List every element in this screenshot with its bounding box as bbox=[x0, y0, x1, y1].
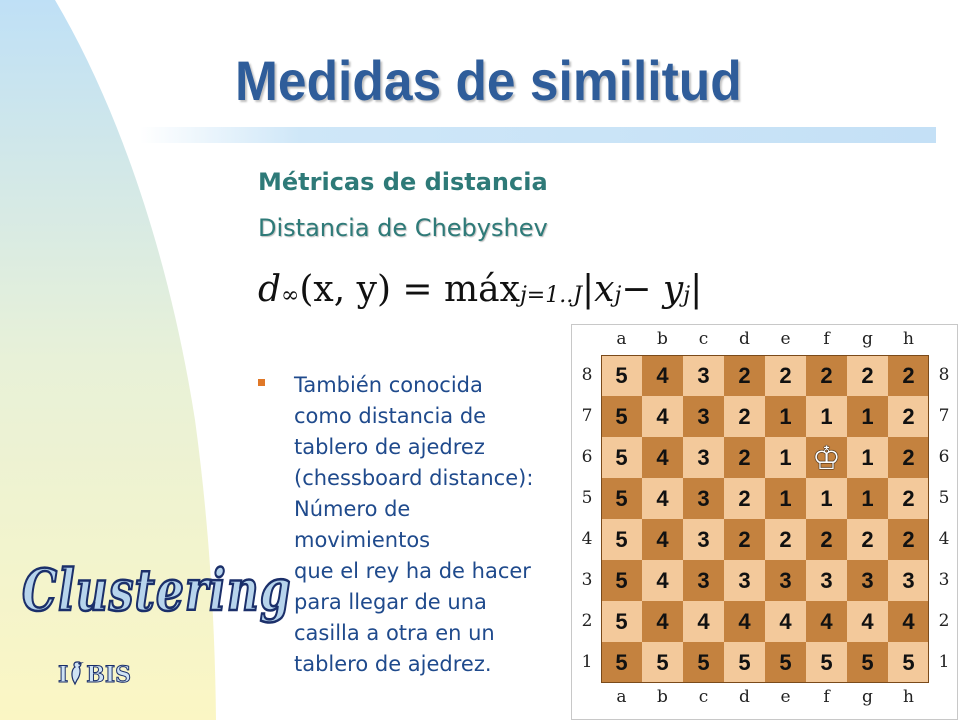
chessboard-square-c6: 3 bbox=[683, 437, 724, 478]
bird-icon bbox=[68, 660, 86, 686]
chessboard-square-c3: 3 bbox=[683, 560, 724, 601]
bullet-line: movimientos bbox=[294, 528, 431, 552]
chessboard-square-d4: 2 bbox=[724, 519, 765, 560]
file-label-d: d bbox=[739, 329, 750, 349]
chessboard-square-h8: 2 bbox=[888, 355, 929, 396]
formula-rhs-sub1: j bbox=[614, 282, 622, 308]
chessboard-square-h6: 2 bbox=[888, 437, 929, 478]
chessboard-square-e2: 4 bbox=[765, 601, 806, 642]
chessboard-square-b8: 4 bbox=[642, 355, 683, 396]
chessboard-square-f4: 2 bbox=[806, 519, 847, 560]
file-label-a: a bbox=[616, 687, 627, 707]
bullet-text bbox=[294, 370, 564, 680]
file-label-e: e bbox=[780, 687, 791, 707]
rank-label-7: 7 bbox=[938, 406, 950, 426]
chessboard-square-f2: 4 bbox=[806, 601, 847, 642]
formula-max-sub: j=1..J bbox=[519, 282, 583, 308]
chessboard-square-e5: 1 bbox=[765, 478, 806, 519]
file-label-c: c bbox=[698, 687, 709, 707]
bullet-line: casilla a otra en un bbox=[294, 621, 495, 645]
white-king-icon: ♔ bbox=[812, 438, 841, 477]
file-label-d: d bbox=[739, 687, 750, 707]
chessboard-square-f7: 1 bbox=[806, 396, 847, 437]
section-heading: Distancia de Chebyshev bbox=[258, 214, 548, 242]
brand-bis: BIS bbox=[86, 662, 132, 688]
file-label-f: f bbox=[823, 329, 830, 349]
rank-label-1: 1 bbox=[581, 652, 593, 672]
bullet-line: para llegar de una bbox=[294, 590, 487, 614]
chessboard-square-a4: 5 bbox=[601, 519, 642, 560]
file-label-b: b bbox=[657, 687, 668, 707]
formula-rhs-mid: − y bbox=[621, 268, 684, 310]
rank-label-1: 1 bbox=[938, 652, 950, 672]
chessboard-square-a2: 5 bbox=[601, 601, 642, 642]
chessboard-square-a8: 5 bbox=[601, 355, 642, 396]
chessboard-square-b5: 4 bbox=[642, 478, 683, 519]
file-label-e: e bbox=[780, 329, 791, 349]
chessboard-square-g7: 1 bbox=[847, 396, 888, 437]
chessboard-square-c1: 5 bbox=[683, 642, 724, 683]
chessboard-square-c4: 3 bbox=[683, 519, 724, 560]
rank-label-8: 8 bbox=[938, 365, 950, 385]
formula-rhs-sub2: j bbox=[683, 282, 691, 308]
rank-label-3: 3 bbox=[581, 570, 593, 590]
rank-label-2: 2 bbox=[938, 611, 950, 631]
file-label-a: a bbox=[616, 329, 627, 349]
rank-label-5: 5 bbox=[581, 488, 593, 508]
chessboard-square-h3: 3 bbox=[888, 560, 929, 601]
bullet-line: (chessboard distance): bbox=[294, 466, 534, 490]
chessboard-square-g5: 1 bbox=[847, 478, 888, 519]
bullet-line: como distancia de bbox=[294, 404, 487, 428]
bullet-line: tablero de ajedrez bbox=[294, 435, 485, 459]
chessboard-square-d2: 4 bbox=[724, 601, 765, 642]
file-label-h: h bbox=[903, 329, 914, 349]
bullet-line: que el rey ha de hacer bbox=[294, 559, 531, 583]
formula-infinity: ∞ bbox=[281, 282, 300, 308]
chessboard-square-e3: 3 bbox=[765, 560, 806, 601]
chessboard-square-h1: 5 bbox=[888, 642, 929, 683]
chessboard-square-d3: 3 bbox=[724, 560, 765, 601]
chessboard-square-a5: 5 bbox=[601, 478, 642, 519]
chessboard-square-f3: 3 bbox=[806, 560, 847, 601]
chessboard-square-e6: 1 bbox=[765, 437, 806, 478]
rank-label-6: 6 bbox=[581, 447, 593, 467]
clustering-logo: Clustering bbox=[22, 558, 292, 625]
chessboard-square-c2: 4 bbox=[683, 601, 724, 642]
file-label-g: g bbox=[862, 329, 873, 349]
chessboard-square-g1: 5 bbox=[847, 642, 888, 683]
chessboard-square-b2: 4 bbox=[642, 601, 683, 642]
rank-label-6: 6 bbox=[938, 447, 950, 467]
bullet-line: También conocida bbox=[294, 373, 483, 397]
chessboard-square-b4: 4 bbox=[642, 519, 683, 560]
chessboard-square-f1: 5 bbox=[806, 642, 847, 683]
file-label-h: h bbox=[903, 687, 914, 707]
chessboard-square-b6: 4 bbox=[642, 437, 683, 478]
rank-label-5: 5 bbox=[938, 488, 950, 508]
chessboard-square-f6 bbox=[806, 437, 847, 478]
rank-label-2: 2 bbox=[581, 611, 593, 631]
slide-title: Medidas de similitud bbox=[235, 49, 742, 112]
chessboard-square-g8: 2 bbox=[847, 355, 888, 396]
chessboard-square-g4: 2 bbox=[847, 519, 888, 560]
chebyshev-formula bbox=[258, 262, 758, 316]
chessboard-square-e8: 2 bbox=[765, 355, 806, 396]
chessboard-square-e1: 5 bbox=[765, 642, 806, 683]
formula-d: d bbox=[258, 268, 282, 310]
chessboard-square-c7: 3 bbox=[683, 396, 724, 437]
chessboard-square-b1: 5 bbox=[642, 642, 683, 683]
brand-i: I bbox=[58, 662, 69, 688]
file-label-f: f bbox=[823, 687, 830, 707]
chessboard-square-c5: 3 bbox=[683, 478, 724, 519]
chessboard-image bbox=[571, 324, 958, 720]
bullet-square-icon bbox=[258, 379, 265, 386]
chessboard-square-f5: 1 bbox=[806, 478, 847, 519]
subtitle: Métricas de distancia bbox=[258, 168, 548, 196]
chessboard-square-a6: 5 bbox=[601, 437, 642, 478]
chessboard-square-d7: 2 bbox=[724, 396, 765, 437]
chessboard-square-a1: 5 bbox=[601, 642, 642, 683]
chessboard-square-g2: 4 bbox=[847, 601, 888, 642]
chessboard-square-h2: 4 bbox=[888, 601, 929, 642]
chessboard-square-e7: 1 bbox=[765, 396, 806, 437]
bullet-line: Número de bbox=[294, 497, 411, 521]
title-underline bbox=[140, 127, 936, 143]
chessboard-square-a3: 5 bbox=[601, 560, 642, 601]
i2bis-logo bbox=[58, 660, 131, 688]
rank-label-3: 3 bbox=[938, 570, 950, 590]
chessboard-square-d6: 2 bbox=[724, 437, 765, 478]
file-label-c: c bbox=[698, 329, 709, 349]
file-label-g: g bbox=[862, 687, 873, 707]
bullet-line: tablero de ajedrez. bbox=[294, 652, 492, 676]
rank-label-7: 7 bbox=[581, 406, 593, 426]
formula-args: (x, y) = máx bbox=[299, 268, 520, 310]
rank-label-8: 8 bbox=[581, 365, 593, 385]
formula-rhs-end: | bbox=[690, 268, 703, 310]
chessboard-square-b7: 4 bbox=[642, 396, 683, 437]
chessboard-square-a7: 5 bbox=[601, 396, 642, 437]
chessboard-square-f8: 2 bbox=[806, 355, 847, 396]
file-label-b: b bbox=[657, 329, 668, 349]
chessboard-square-d1: 5 bbox=[724, 642, 765, 683]
rank-label-4: 4 bbox=[938, 529, 950, 549]
chessboard-square-d5: 2 bbox=[724, 478, 765, 519]
chessboard-square-h4: 2 bbox=[888, 519, 929, 560]
chessboard-square-b3: 4 bbox=[642, 560, 683, 601]
chessboard-square-h5: 2 bbox=[888, 478, 929, 519]
formula-rhs: |x bbox=[582, 268, 615, 310]
chessboard-square-d8: 2 bbox=[724, 355, 765, 396]
chessboard-square-h7: 2 bbox=[888, 396, 929, 437]
chessboard-square-g6: 1 bbox=[847, 437, 888, 478]
chessboard-square-g3: 3 bbox=[847, 560, 888, 601]
rank-label-4: 4 bbox=[581, 529, 593, 549]
chessboard-square-c8: 3 bbox=[683, 355, 724, 396]
chessboard-square-e4: 2 bbox=[765, 519, 806, 560]
